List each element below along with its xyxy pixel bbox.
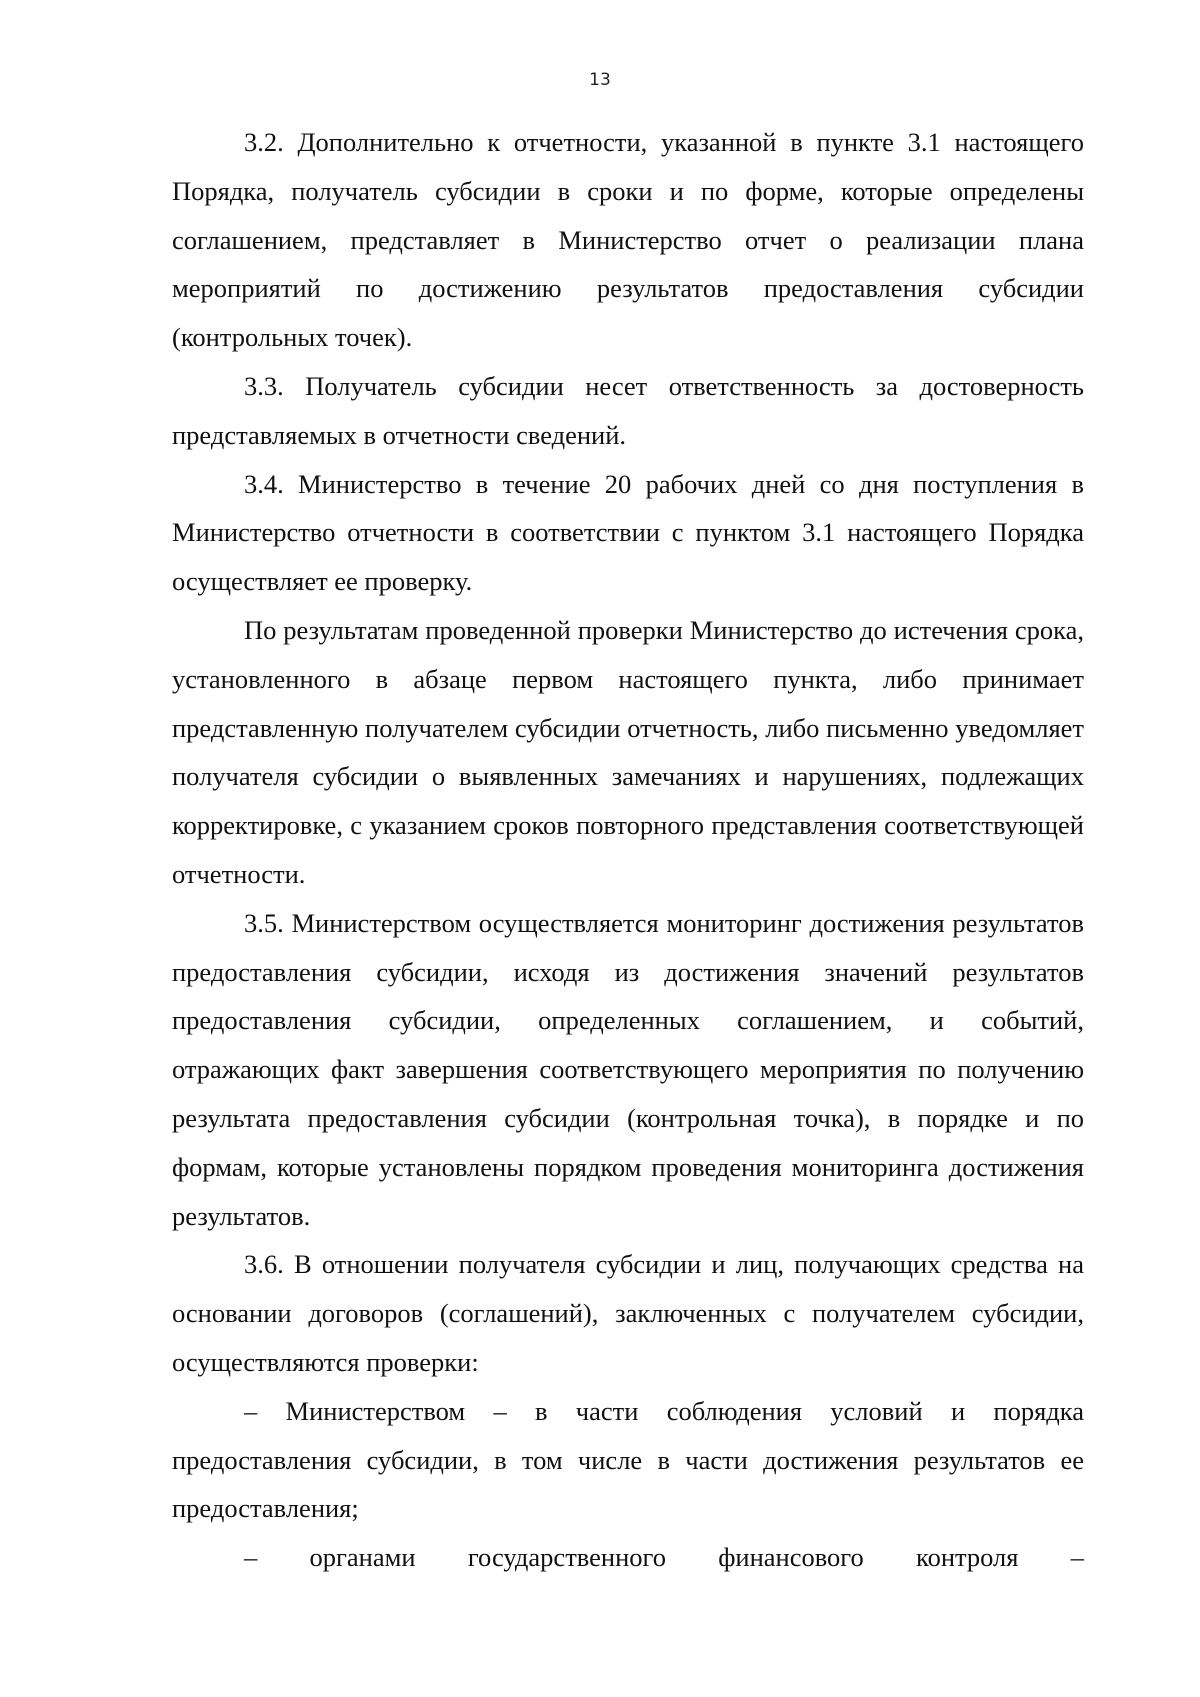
paragraph-3-5: 3.5. Министерством осуществляется мониторинг достижения результатов предоставления субсидии, исходя из достижения значений результатов предоставления субсидии, определенных соглашением, и событий, отражающих факт завершения соответствующего мероприятия по получению результата предоставления субсидии (контрольная точка), в порядке и по формам, которые установлены порядком проведения мониторинга достижения результатов. (172, 907, 1084, 1231)
list-item-financial-control-bodies: – органами государственного финансового контроля – (244, 1542, 1084, 1573)
document-body (172, 118, 1084, 1582)
list-item-ministry-checks: – Министерством – в части соблюдения условий и порядка предоставления субсидии, в том числе в части достижения результатов ее предоставления; (172, 1395, 1084, 1524)
paragraph-3-4: 3.4. Министерство в течение 20 рабочих дней со дня поступления в Министерство отчетности в соответствии с пунктом 3.1 настоящего Порядка осуществляет ее проверку. (172, 468, 1084, 597)
paragraph-3-3: 3.3. Получатель субсидии несет ответственность за достоверность представляемых в отчетности сведений. (172, 370, 1084, 450)
paragraph-3-6: 3.6. В отношении получателя субсидии и лиц, получающих средства на основании договоров (соглашений), заключенных с получателем субсидии, осуществляются проверки: (172, 1249, 1084, 1377)
page-number: 13 (589, 70, 611, 90)
paragraph-3-4-review-results: По результатам проведенной проверки Министерство до истечения срока, установленного в абзаце первом настоящего пункта, либо принимает представленную получателем субсидии отчетность, либо письменно уведомляет получателя субсидии о выявленных замечаниях и нарушениях, подлежащих корректировке, с указанием сроков повторного представления соответствующей отчетности. (172, 614, 1084, 889)
paragraph-3-2: 3.2. Дополнительно к отчетности, указанной в пункте 3.1 настоящего Порядка, получатель субсидии в сроки и по форме, которые определены соглашением, представляет в Министерство отчет о реализации плана мероприятий по достижению результатов предоставления субсидии (контрольных точек). (172, 127, 1084, 353)
